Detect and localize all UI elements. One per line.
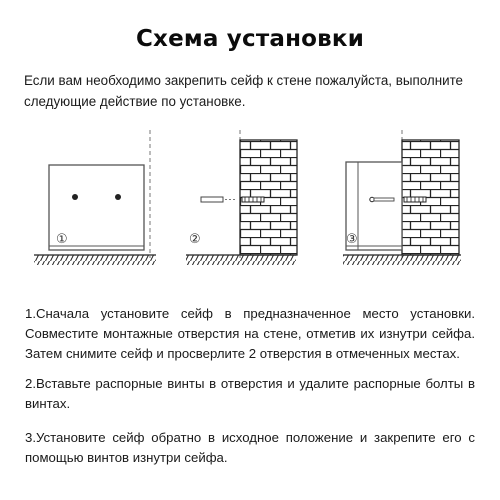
panel-1 — [34, 130, 156, 265]
panel-2 — [186, 130, 297, 265]
step-marker-1: ① — [56, 232, 68, 247]
bolt-icon — [201, 197, 237, 202]
step-marker-3: ③ — [346, 232, 358, 247]
mounting-hole — [72, 194, 78, 200]
intro-text: Если вам необходимо закрепить сейф к стене пожалуйста, выполните следующие действие по установке. — [24, 73, 463, 109]
floor — [343, 255, 461, 265]
step-3-text: 3.Установите сейф обратно в исходное положение и закрепите его с помощью винтов изнутри сейфа. — [25, 430, 475, 465]
mounting-hole — [115, 194, 121, 200]
anchor-in-wall — [404, 197, 426, 202]
step-1-text: 1.Сначала установите сейф в предназначенное место установки. Совместите монтажные отверстия на стене, отметив их изнутри сейфа. Затем снимите сейф и просверлите 2 отверстия в отмеченных местах. — [25, 306, 475, 361]
step-2-text: 2.Вставьте распорные винты в отверстия и удалите распорные болты в винтах. — [25, 376, 475, 411]
step-marker-2: ② — [189, 232, 201, 247]
floor — [186, 255, 296, 265]
panel-3 — [343, 130, 461, 265]
page-title: Схема установки — [135, 26, 365, 52]
floor — [34, 255, 156, 265]
bolt-icon — [370, 197, 394, 201]
anchor-in-wall — [242, 197, 264, 202]
installation-diagram — [0, 125, 500, 285]
